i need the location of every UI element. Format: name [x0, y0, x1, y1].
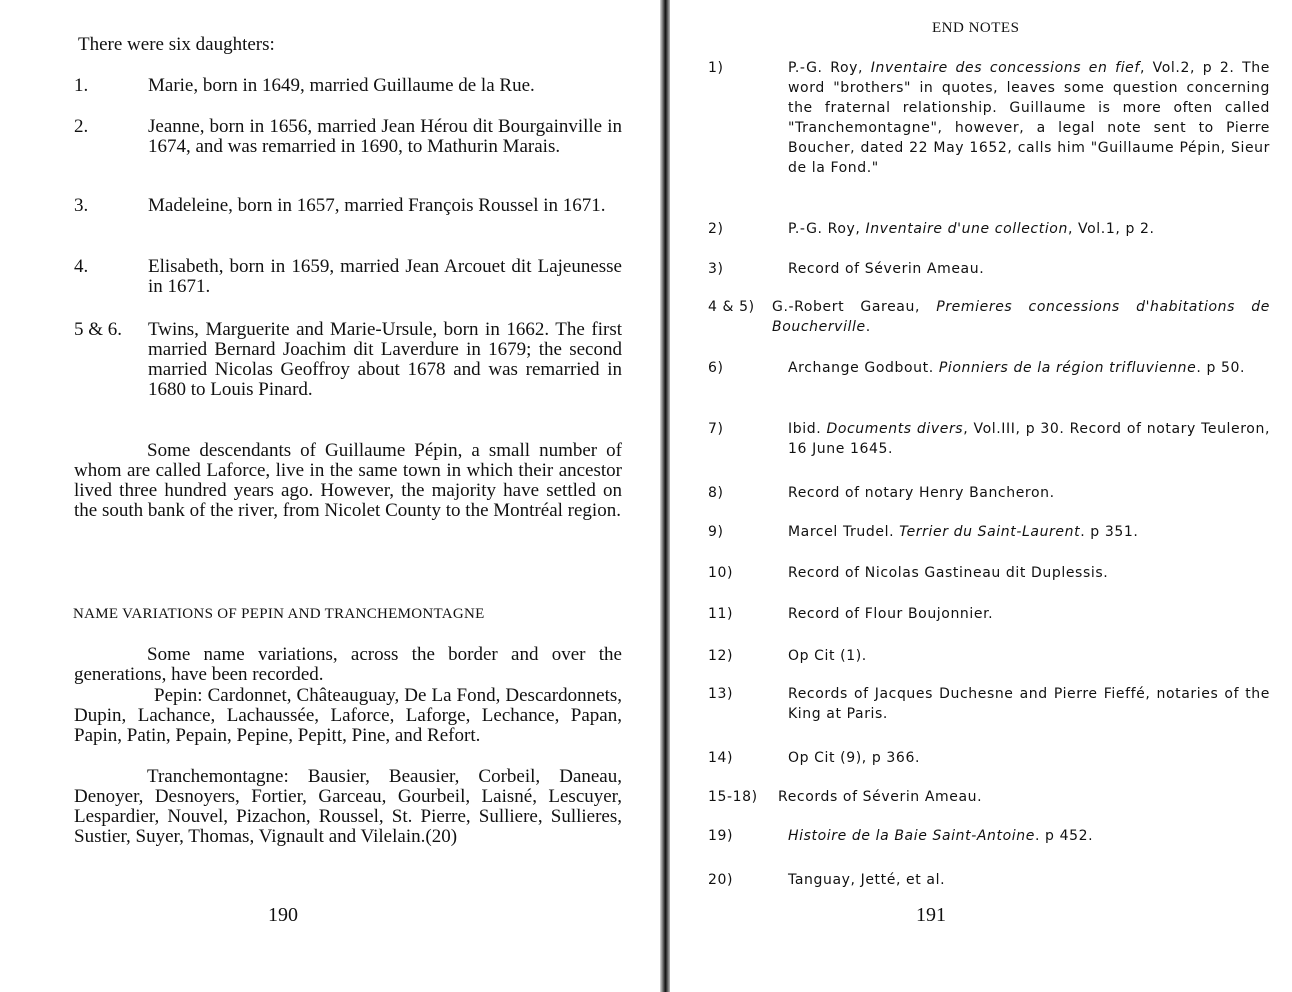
endnote-text [788, 219, 1270, 239]
endnote-item [708, 483, 1270, 503]
endnote-number: 15-18) [708, 789, 758, 805]
endnote-text-tail: . p 452. [1034, 828, 1094, 844]
endnote-number: 10) [708, 565, 734, 581]
endnote-number: 9) [708, 524, 724, 540]
endnote-item [708, 358, 1270, 378]
endnote-text-lead: Record of Flour Boujonnier. [788, 606, 994, 622]
endnote-number: 4 & 5) [708, 299, 755, 315]
endnote-text-lead: P.-G. Roy, [788, 60, 871, 76]
list-item-number: 1. [74, 75, 89, 96]
list-item [74, 117, 622, 157]
endnote-text-lead: Record of notary Henry Bancheron. [788, 485, 1055, 501]
endnote-work-title: Terrier du Saint-Laurent [899, 524, 1081, 540]
endnote-item [708, 684, 1270, 724]
endnote-text-tail: , Vol.1, p 2. [1067, 221, 1155, 237]
endnote-text-lead: Records of Jacques Duchesne and Pierre Fieffé, notaries of the King at Paris. [788, 686, 1270, 722]
endnote-number: 12) [708, 648, 734, 664]
endnote-item [708, 748, 1270, 768]
endnote-text [772, 297, 1270, 337]
list-item [74, 196, 622, 216]
endnote-text-lead: Marcel Trudel. [788, 524, 900, 540]
endnote-item [708, 219, 1270, 239]
endnote-number: 14) [708, 750, 734, 766]
list-item-text: Elisabeth, born in 1659, married Jean Arcouet dit Lajeunesse in 1671. [148, 256, 622, 297]
page-number: 191 [916, 904, 946, 926]
endnote-text-lead: Record of Nicolas Gastineau dit Duplessis. [788, 565, 1109, 581]
endnote-number: 8) [708, 485, 724, 501]
endnote-text [788, 604, 1270, 624]
endnote-work-title: Pionniers de la région trifluvienne [938, 360, 1197, 376]
endnote-work-title: Inventaire d'une collection [865, 221, 1068, 237]
endnote-text-lead: Op Cit (1). [788, 648, 867, 664]
endnote-text [788, 684, 1270, 724]
endnote-text-lead: Ibid. [788, 421, 827, 437]
endnote-text [788, 522, 1270, 542]
endnote-text [788, 748, 1270, 768]
endnote-item [708, 604, 1270, 624]
endnote-text [788, 58, 1270, 178]
page-number: 190 [268, 904, 298, 926]
endnote-item [708, 826, 1270, 846]
endnote-text-tail: . p 351. [1080, 524, 1139, 540]
endnotes-heading: END NOTES [932, 20, 1020, 36]
endnote-text-tail: , Vol.2, p 2. The word "brothers" in quotes, leaves some question concerning the fraternal relationship. Guillaume is more often called "Tranchemontagne", however, a legal note sent to Pierre Boucher, dated 22 May 1652, calls him "Guillaume Pépin, Sieur de la Fond." [788, 60, 1270, 176]
endnote-item [708, 646, 1270, 666]
endnote-text [788, 563, 1270, 583]
endnote-text [778, 787, 1270, 807]
endnote-text-lead: G.-Robert Gareau, [772, 299, 937, 315]
endnote-number: 20) [708, 872, 734, 888]
endnote-item [708, 787, 1270, 807]
list-item-text: Madeleine, born in 1657, married François Roussel in 1671. [148, 195, 606, 216]
endnote-item [708, 563, 1270, 583]
book-gutter [660, 0, 670, 992]
endnote-text-lead: Op Cit (9), p 366. [788, 750, 921, 766]
endnote-number: 11) [708, 606, 734, 622]
endnote-text-lead: Tanguay, Jetté, et al. [788, 872, 946, 888]
endnote-text [788, 358, 1270, 378]
endnote-work-title: Inventaire des concessions en fief [870, 60, 1140, 76]
variations-intro: Some name variations, across the border and over the generations, have been recorded. [74, 644, 622, 685]
endnote-item [708, 522, 1270, 542]
endnote-text-lead: Record of Séverin Ameau. [788, 261, 985, 277]
list-item-number: 3. [74, 195, 89, 216]
endnote-number: 7) [708, 421, 724, 437]
endnote-item [708, 870, 1270, 890]
list-item-text: Marie, born in 1649, married Guillaume de la Rue. [148, 75, 535, 96]
endnote-text-tail: . [865, 319, 871, 335]
endnote-text [788, 870, 1270, 890]
endnote-number: 1) [708, 60, 724, 76]
endnote-text [788, 419, 1270, 459]
endnote-text [788, 826, 1270, 846]
endnote-text-tail: . p 50. [1196, 360, 1246, 376]
list-item-text: Jeanne, born in 1656, married Jean Hérou dit Bourgainville in 1674, and was remarried in 1690, to Mathurin Marais. [148, 116, 622, 157]
endnote-text [788, 259, 1270, 279]
endnote-number: 19) [708, 828, 734, 844]
endnote-work-title: Documents divers [826, 421, 964, 437]
endnote-text [788, 483, 1270, 503]
endnote-work-title: Histoire de la Baie Saint-Antoine [788, 828, 1035, 844]
endnote-item [708, 259, 1270, 279]
pepin-variations: Pepin: Cardonnet, Châteauguay, De La Fond, Descardonnets, Dupin, Lachance, Lachaussée, Laforce, Laforge, Lechance, Papan, Papin, Patin, Pepain, Pepine, Pepitt, Pine, and Refort. [74, 685, 622, 746]
list-item-number: 5 & 6. [74, 319, 123, 340]
tranchemontagne-variations: Tranchemontagne: Bausier, Beausier, Corbeil, Daneau, Denoyer, Desnoyers, Fortier, Garceau, Gourbeil, Laisné, Lescuyer, Lespardier, Nouvel, Pizachon, Roussel, St. Pierre, Sulliere, Sullieres, Sustier, Suyer, Thomas, Vignault and Vilelain.(20) [74, 766, 622, 847]
endnote-number: 2) [708, 221, 724, 237]
list-item [74, 76, 622, 96]
endnote-text-lead: P.-G. Roy, [788, 221, 866, 237]
endnote-text-lead: Records of Séverin Ameau. [778, 789, 983, 805]
right-page [670, 0, 1292, 992]
endnote-number: 3) [708, 261, 724, 277]
list-item-text: Twins, Marguerite and Marie-Ursule, born in 1662. The first married Bernard Joachim dit Laverdure in 1679; the second married Nicolas Geoffroy about 1678 and was remarried in 1680 to Louis Pinard. [148, 319, 622, 400]
endnote-work-title: Premieres concessions d'habitations de Boucherville [772, 299, 1270, 335]
endnote-item [708, 297, 1270, 337]
endnote-text-lead: Archange Godbout. [788, 360, 939, 376]
descendants-paragraph: Some descendants of Guillaume Pépin, a small number of whom are called Laforce, live in the same town in which their ancestor lived three hundred years ago. However, the majority have settled on the south bank of the river, from Nicolet County to the Montréal region. [74, 440, 622, 521]
endnote-text [788, 646, 1270, 666]
endnote-number: 6) [708, 360, 724, 376]
intro-line: There were six daughters: [78, 34, 275, 55]
endnote-item [708, 58, 1270, 178]
endnote-item [708, 419, 1270, 459]
endnote-number: 13) [708, 686, 734, 702]
list-item [74, 257, 622, 297]
section-heading: NAME VARIATIONS OF PEPIN AND TRANCHEMONTAGNE [73, 606, 485, 622]
endnote-text-tail: , Vol.III, p 30. Record of notary Teuleron, 16 June 1645. [788, 421, 1270, 457]
list-item-number: 4. [74, 256, 89, 277]
list-item [74, 320, 622, 400]
list-item-number: 2. [74, 116, 89, 137]
